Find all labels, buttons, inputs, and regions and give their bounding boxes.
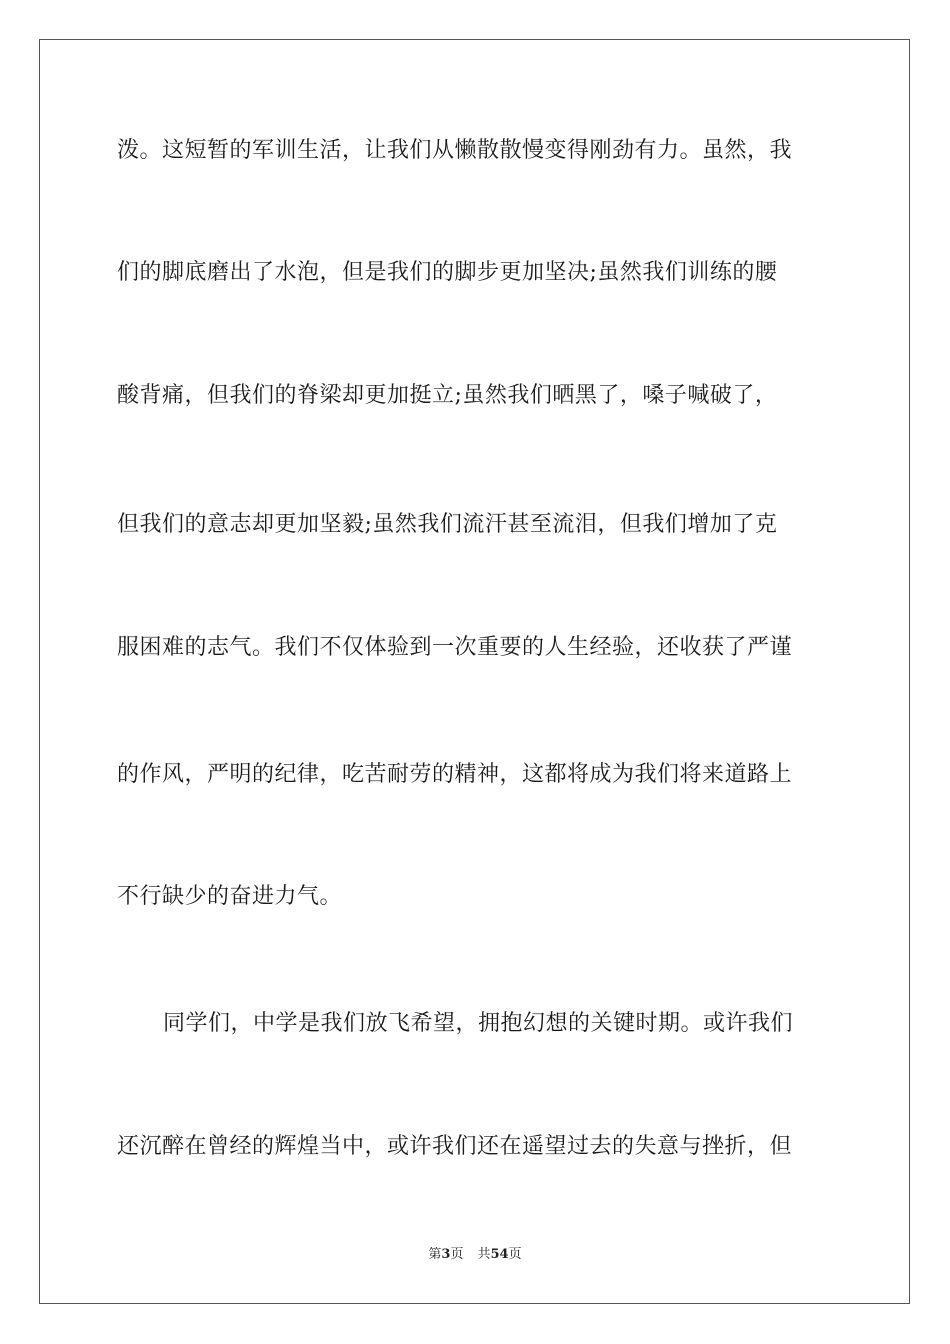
total-suffix: 页 [508,1247,522,1262]
body-line-6: 的作风，严明的纪律，吃苦耐劳的精神，这都将成为我们将来道路上 [117,762,793,787]
page-suffix: 页 [450,1247,464,1262]
body-line-4: 但我们的意志却更加坚毅;虽然我们流汗甚至流泪，但我们增加了克 [117,512,778,537]
total-prefix: 共 [477,1247,491,1262]
body-line-1: 泼。这短暂的军训生活，让我们从懒散散慢变得刚劲有力。虽然，我 [117,138,793,163]
body-line-7: 不行缺少的奋进力气。 [117,884,343,909]
paragraph-2-first-line: 同学们，中学是我们放飞希望，拥抱幻想的关键时期。或许我们 [163,1011,794,1036]
page-prefix: 第 [428,1247,442,1262]
body-line-9: 还沉醉在曾经的辉煌当中，或许我们还在遥望过去的失意与挫折，但 [117,1134,793,1159]
page-number: 3 [441,1247,451,1262]
total-pages: 54 [490,1247,509,1262]
body-line-3: 酸背痛，但我们的脊梁却更加挺立;虽然我们晒黑了，嗓子喊破了， [117,383,778,408]
body-line-2: 们的脚底磨出了水泡，但是我们的脚步更加坚决;虽然我们训练的腰 [117,260,778,285]
page-border [39,39,910,1304]
body-line-5: 服困难的志气。我们不仅体验到一次重要的人生经验，还收获了严谨 [117,635,793,660]
page-footer [0,1246,950,1264]
